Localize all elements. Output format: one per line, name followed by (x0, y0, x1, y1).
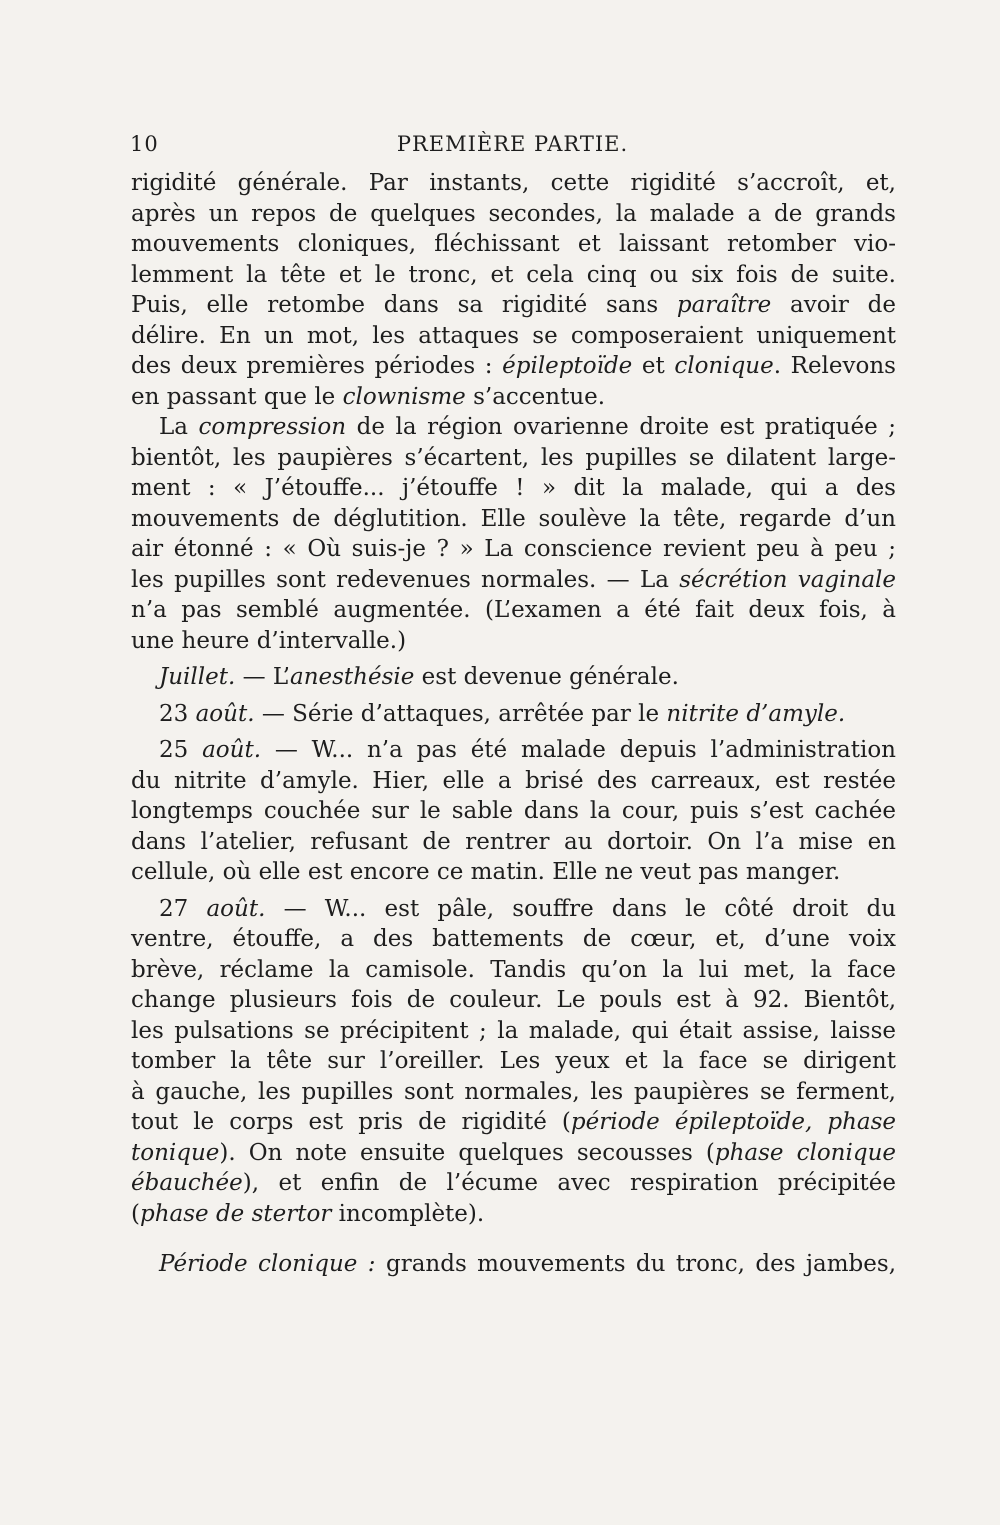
text-line: brève, réclame la camisole. Tandis qu’on la lui met, la face (131, 956, 896, 983)
text-line: bientôt, les paupières s’écartent, les pupilles se dilatent large- (131, 444, 896, 471)
text-line: ébauchée), et enfin de l’écume avec respiration précipitée (131, 1170, 896, 1196)
text-line: 25 août. — W... n’a pas été malade depuis l’administration (159, 737, 896, 763)
italic-term: Juillet. (159, 664, 236, 690)
text-line: tout le corps est pris de rigidité (période épileptoïde, phase (131, 1109, 897, 1135)
text-line: air étonné : « Où suis-je ? » La conscience revient peu à peu ; (131, 536, 896, 562)
text-line: cellule, où elle est encore ce matin. Elle ne veut pas manger. (131, 859, 841, 885)
text-line: du nitrite d’amyle. Hier, elle a brisé des carreaux, est restée (131, 767, 896, 794)
text-line: La compression de la région ovarienne droite est pratiquée ; (159, 414, 896, 440)
italic-term: paraître (676, 292, 772, 318)
italic-term: nitrite d’amyle. (666, 700, 846, 727)
italic-term: clownisme (342, 383, 466, 410)
text-line: 27 août. — W... est pâle, souffre dans le côté droit du (159, 895, 897, 922)
text-line: les pulsations se précipitent ; la malade, qui était assise, laisse (131, 1017, 896, 1044)
text-line: après un repos de quelques secondes, la malade a de grands (131, 200, 896, 227)
italic-term: épileptoïde (502, 353, 633, 379)
text-line: n’a pas semblé augmentée. (L’examen a été fait deux fois, à (131, 597, 896, 623)
text-line: dans l’atelier, refusant de rentrer au dortoir. On l’a mise en (131, 828, 896, 855)
running-head (130, 128, 895, 160)
text-line: délire. En un mot, les attaques se composeraient uniquement (131, 322, 896, 349)
text-line: Période clonique : grands mouvements du tronc, des jambes, (159, 1251, 897, 1277)
text-line: des deux premières périodes : épileptoïde et clonique. Relevons (131, 353, 896, 379)
text-line: tonique). On note ensuite quelques secousses (phase clonique (131, 1139, 896, 1166)
italic-term: anesthésie (289, 664, 415, 690)
text-line: Juillet. — L’anesthésie est devenue générale. (159, 664, 679, 690)
italic-term: sécrétion vaginale (679, 566, 897, 593)
text-line: ment : « J’étouffe... j’étouffe ! » dit la malade, qui a des (131, 475, 896, 501)
italic-term: tonique (131, 1139, 220, 1166)
italic-term: août. (202, 737, 262, 763)
body-text (131, 168, 896, 1280)
text-line: 23 août. — Série d’attaques, arrêtée par le nitrite d’amyle. (159, 700, 846, 727)
paragraph-3 (131, 662, 896, 693)
italic-term: période épileptoïde, phase (570, 1109, 897, 1135)
italic-term: clonique (674, 353, 774, 379)
paragraph-gap (131, 1229, 896, 1249)
text-line: longtemps couchée sur le sable dans la cour, puis s’est cachée (131, 798, 896, 824)
text-line: change plusieurs fois de couleur. Le pouls est à 92. Bientôt, (131, 987, 896, 1013)
italic-term: compression (198, 414, 347, 440)
paragraph-4 (131, 699, 896, 730)
paragraph-5 (131, 735, 896, 888)
paragraph-6 (131, 894, 896, 1230)
italic-term: Période clonique : (159, 1251, 376, 1277)
italic-term: phase de stertor (139, 1200, 332, 1227)
text-line: mouvements cloniques, fléchissant et laissant retomber vio- (131, 231, 896, 257)
italic-term: phase clonique (714, 1139, 896, 1166)
text-line: (phase de stertor incomplète). (131, 1200, 485, 1227)
paragraph-7 (131, 1249, 896, 1280)
running-title: PREMIÈRE PARTIE. (396, 132, 629, 156)
page-number: 10 (130, 132, 159, 156)
italic-term: août. (195, 700, 255, 727)
italic-term: août. (206, 895, 266, 922)
text-line: à gauche, les pupilles sont normales, les paupières se ferment, (131, 1078, 896, 1105)
text-line: une heure d’intervalle.) (131, 627, 407, 654)
text-line: les pupilles sont redevenues normales. — La sécrétion vaginale (131, 566, 897, 593)
text-line: tomber la tête sur l’oreiller. Les yeux et la face se dirigent (131, 1048, 896, 1074)
paragraph-1 (131, 168, 896, 412)
text-line: rigidité générale. Par instants, cette rigidité s’accroît, et, (131, 170, 896, 196)
text-line: en passant que le clownisme s’accentue. (131, 383, 606, 410)
italic-term: ébauchée (131, 1170, 243, 1196)
text-line: Puis, elle retombe dans sa rigidité sans paraître avoir de (131, 292, 896, 318)
text-line: lemment la tête et le tronc, et cela cinq ou six fois de suite. (131, 261, 896, 288)
paragraph-2 (131, 412, 896, 656)
text-line: ventre, étouffe, a des battements de cœur, et, d’une voix (131, 926, 896, 952)
text-line: mouvements de déglutition. Elle soulève la tête, regarde d’un (131, 505, 896, 532)
